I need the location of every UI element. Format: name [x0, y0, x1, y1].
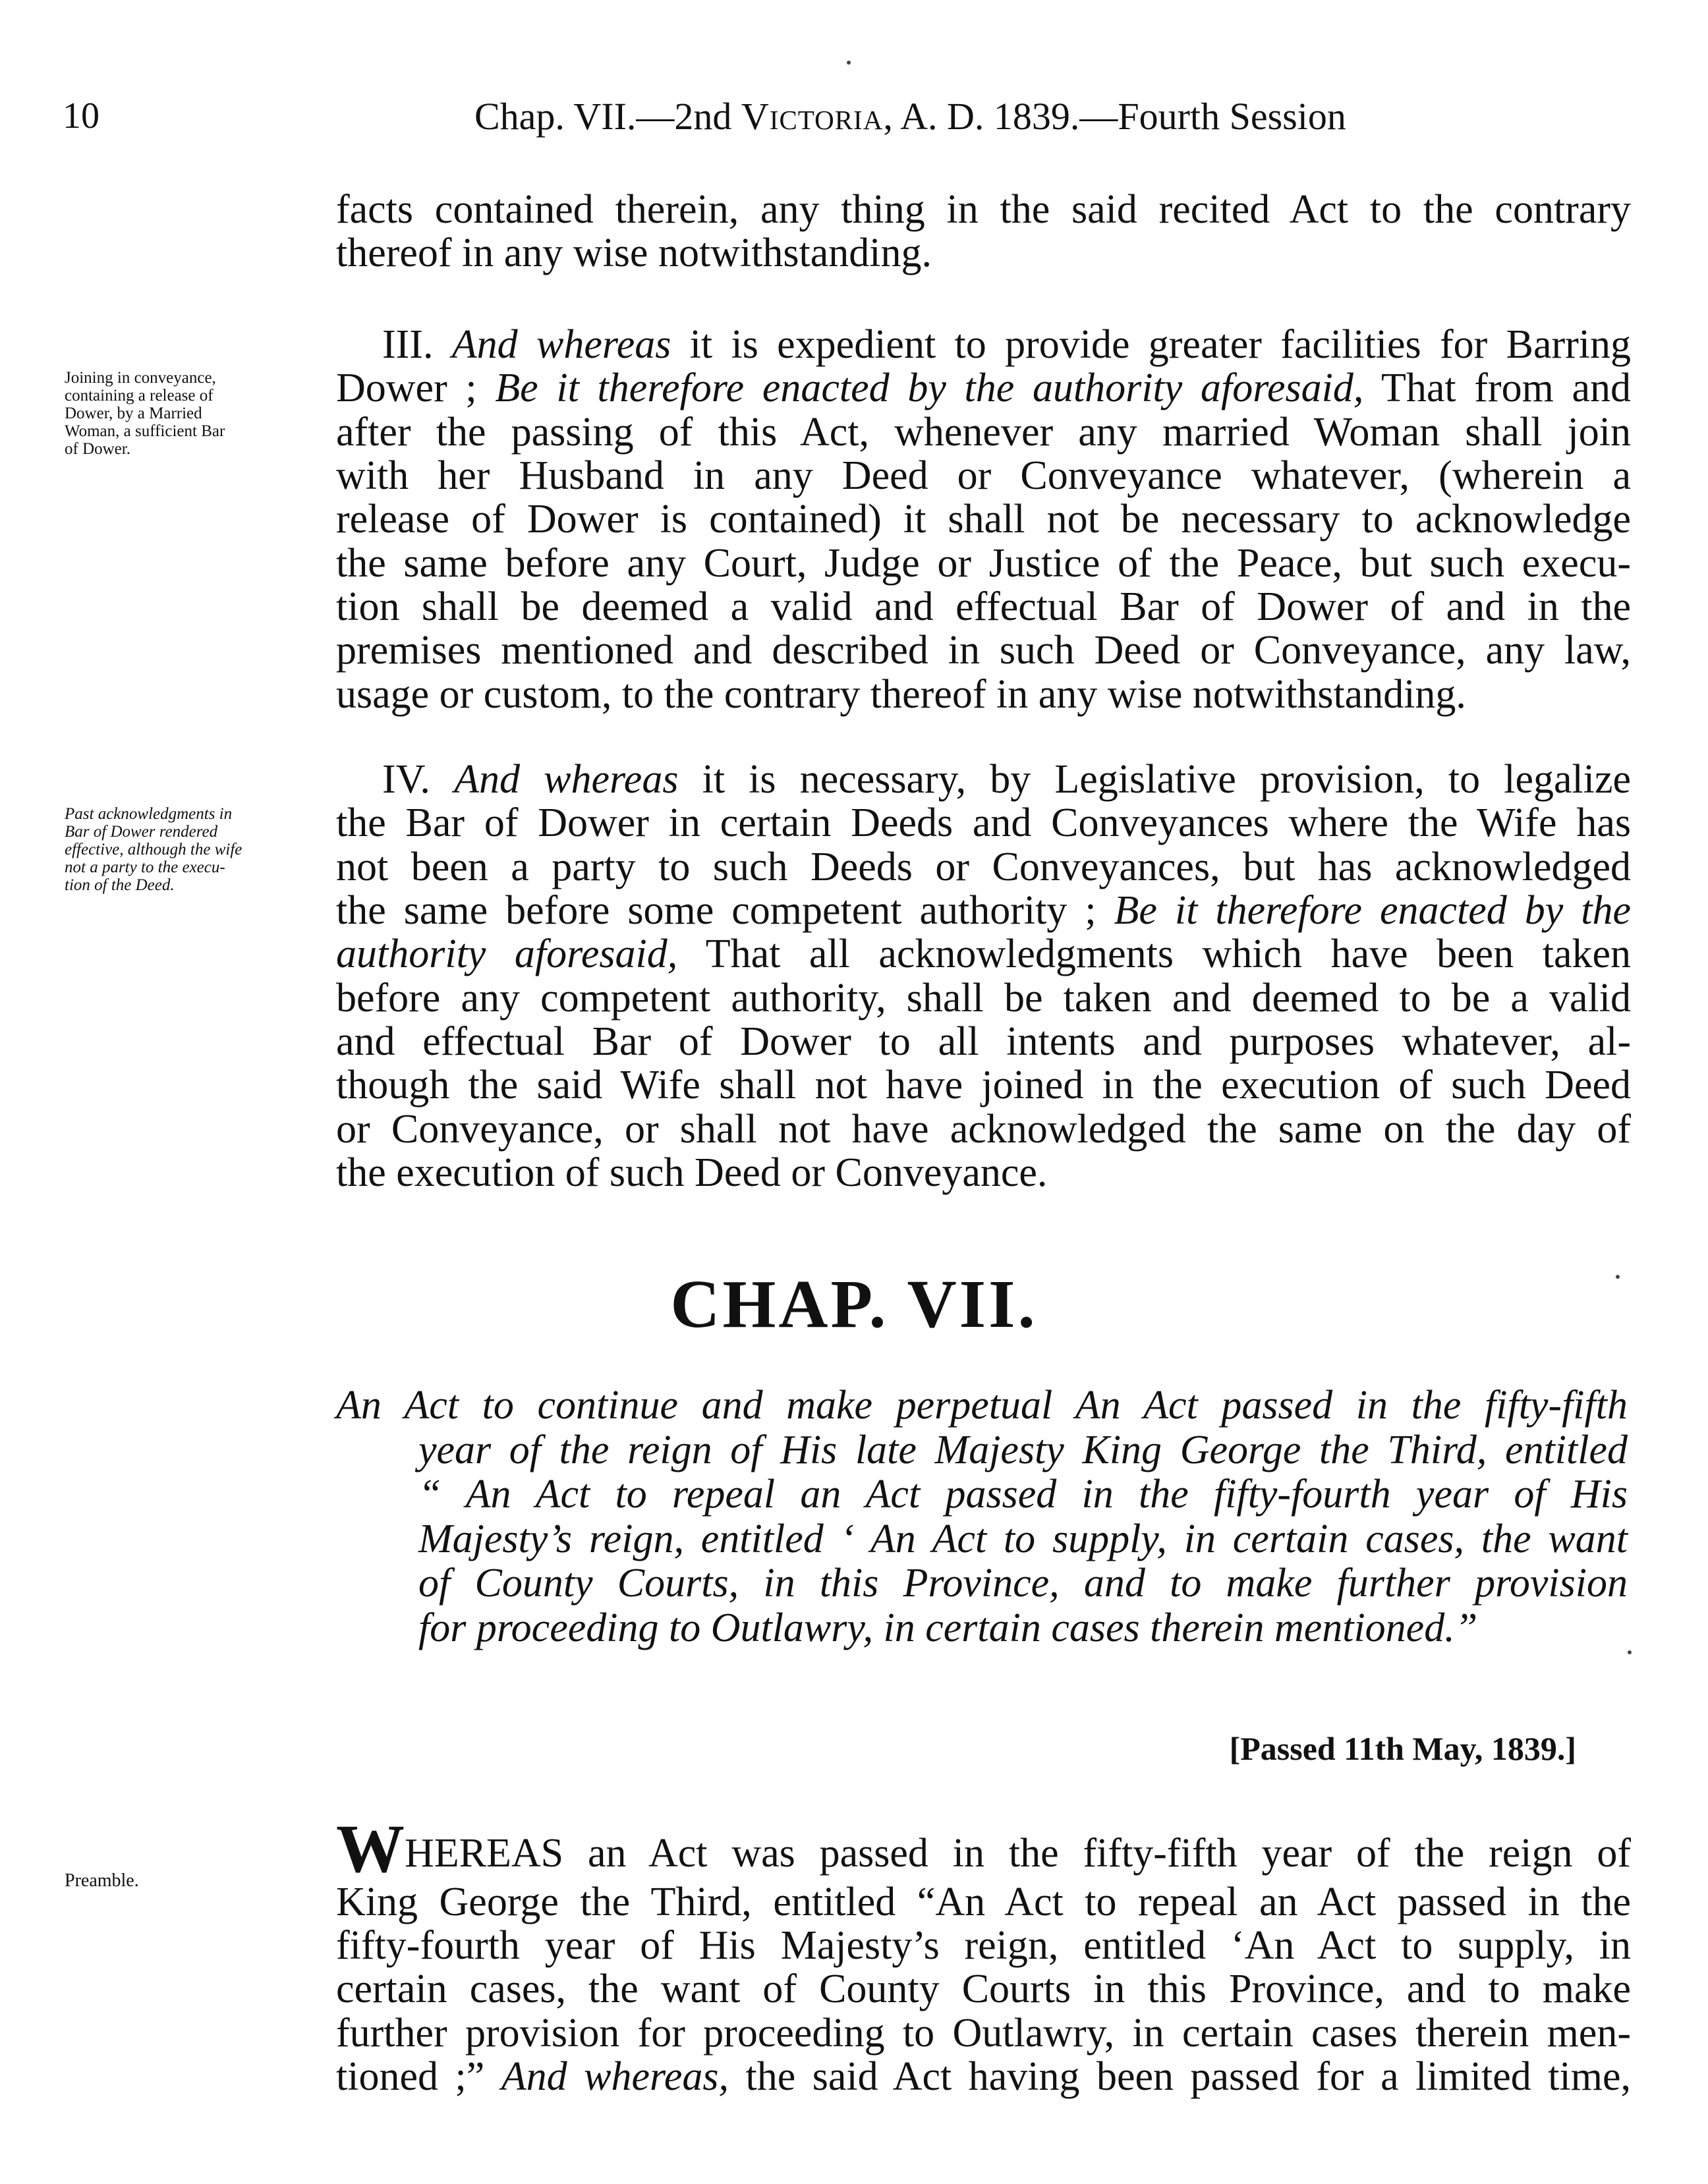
act-title-line: of County Courts, in this Province, and to make further provision [418, 1561, 1628, 1606]
running-head-prefix: Chap. VII.—2nd [474, 95, 741, 138]
section-3-line: with her Husband in any Deed or Conveyance whatever, (wherein a [336, 453, 1631, 498]
continuation-line: facts contained therein, any thing in the said recited Act to the contrary [336, 187, 1631, 232]
section-3-line: after the passing of this Act, whenever any married Woman shall join [336, 409, 1631, 455]
preamble-paragraph [336, 1811, 1631, 2099]
section-3-text: That from and [1363, 366, 1631, 411]
section-4-line: before any competent authority, shall be taken and deemed to be a valid [336, 975, 1631, 1021]
marginal-note-preamble: Preamble. [65, 1870, 139, 1891]
section-4-numeral: IV. [382, 757, 430, 802]
section-4-line: the Bar of Dower in certain Deeds and Conveyances where the Wife has [336, 800, 1631, 846]
marginal-note-line: Dower, by a Married [65, 405, 202, 422]
section-3-text: Dower ; [336, 366, 496, 411]
marginal-note-section-3 [65, 369, 328, 458]
section-4-line [336, 889, 1631, 932]
section-3-line [336, 323, 1631, 366]
section-3-text: it is expedient to provide greater facilities for Barring [671, 322, 1632, 367]
section-4-paragraph [336, 758, 1631, 1194]
print-speck [1616, 1275, 1620, 1279]
marginal-note-line: Bar of Dower rendered [65, 823, 218, 841]
section-4-text: That all acknowledgments which have been taken [677, 932, 1631, 977]
preamble-italic: And whereas, [501, 2054, 729, 2099]
preamble-text: an Act was passed in the fifty-fifth year of the reign of [563, 1831, 1631, 1876]
section-4-line: the execution of such Deed or Conveyance. [336, 1150, 1048, 1195]
marginal-note-section-4 [65, 805, 328, 894]
marginal-note-line: containing a release of [65, 387, 214, 405]
section-4-line: or Conveyance, or shall not have acknowledged the same on the day of [336, 1106, 1631, 1152]
section-4-text: the same before some competent authority ; [336, 887, 1114, 933]
section-3-line: release of Dower is contained) it shall not be necessary to acknowledge [336, 497, 1631, 542]
marginal-note-line: effective, although the wife [65, 841, 242, 858]
section-3-line: the same before any Court, Judge or Justice of the Peace, but such execu- [336, 540, 1631, 586]
section-3-line: premises mentioned and described in such Deed or Conveyance, any law, [336, 628, 1631, 673]
section-4-line: and effectual Bar of Dower to all intents and purposes whatever, al- [336, 1019, 1631, 1064]
preamble-first-word: HEREAS [405, 1831, 564, 1876]
section-3-line [336, 366, 1631, 410]
marginal-note-line: of Dower. [65, 440, 130, 458]
preamble-line: fifty-fourth year of His Majesty’s reign, entitled ‘An Act to supply, in [336, 1922, 1631, 1968]
preamble-text: the said Act having been passed for a limited time, [728, 2054, 1631, 2099]
section-3-intro: And whereas [451, 322, 671, 367]
section-4-text: it is necessary, by Legislative provision, to legalize [678, 757, 1632, 802]
act-title-line: An Act to continue and make perpetual An Act passed in the fifty-fifth [336, 1383, 1628, 1428]
act-title-line: Majesty’s reign, entitled ‘ An Act to supply, in certain cases, the want [418, 1516, 1628, 1561]
section-3-enacting-clause: Be it therefore enacted by the authority aforesaid, [495, 366, 1364, 411]
running-head-suffix: , A. D. 1839.—Fourth Session [883, 95, 1346, 138]
marginal-note-line: tion of the Deed. [65, 876, 175, 894]
act-title-line: for proceeding to Outlawry, in certain cases therein mentioned.” [418, 1605, 1478, 1650]
section-3-line: usage or custom, to the contrary thereof in any wise notwithstanding. [336, 671, 1466, 717]
continuation-paragraph [336, 188, 1631, 275]
drop-cap: W [336, 1811, 405, 1887]
section-3-line: tion shall be deemed a valid and effectual Bar of Dower of and in the [336, 584, 1631, 629]
print-speck [847, 61, 851, 65]
preamble-line: King George the Third, entitled “An Act to repeal an Act passed in the [336, 1879, 1631, 1924]
running-head [474, 95, 1346, 138]
preamble-line: certain cases, the want of County Courts in this Province, and to make [336, 1967, 1631, 2012]
preamble-line: further provision for proceeding to Outlawry, in certain cases therein men- [336, 2010, 1631, 2056]
preamble-line [336, 1811, 1631, 1887]
section-4-line: though the said Wife shall not have joined in the execution of such Deed [336, 1063, 1631, 1108]
marginal-note-line: Past acknowledgments in [65, 805, 233, 823]
marginal-note-line: Joining in conveyance, [65, 369, 216, 387]
passed-date: [Passed 11th May, 1839.] [1229, 1730, 1576, 1767]
section-4-line [336, 758, 1631, 801]
continuation-line: thereof in any wise notwithstanding. [336, 231, 932, 276]
act-title-line: “ An Act to repeal an Act passed in the fifty-fourth year of His [418, 1472, 1628, 1517]
section-3-numeral: III. [382, 322, 434, 367]
marginal-note-line: not a party to the execu- [65, 858, 225, 876]
page-number: 10 [63, 96, 100, 136]
section-4-line: not been a party to such Deeds or Conveyances, but has acknowledged [336, 844, 1631, 889]
section-4-enacting-clause: authority aforesaid, [336, 932, 678, 977]
marginal-note-line: Woman, a sufficient Bar [65, 422, 225, 440]
section-4-line [336, 932, 1631, 976]
act-title [336, 1384, 1628, 1650]
preamble-line [336, 2055, 1631, 2098]
section-4-enacting-clause: Be it therefore enacted by the [1114, 887, 1631, 933]
print-speck [1628, 1650, 1632, 1654]
chapter-heading: CHAP. VII. [670, 1266, 1038, 1342]
section-3-paragraph [336, 323, 1631, 716]
preamble-text: tioned ;” [336, 2054, 501, 2099]
section-4-intro: And whereas [454, 757, 679, 802]
act-title-line: year of the reign of His late Majesty King George the Third, entitled [418, 1427, 1628, 1472]
running-head-victoria: Victoria [741, 95, 884, 138]
